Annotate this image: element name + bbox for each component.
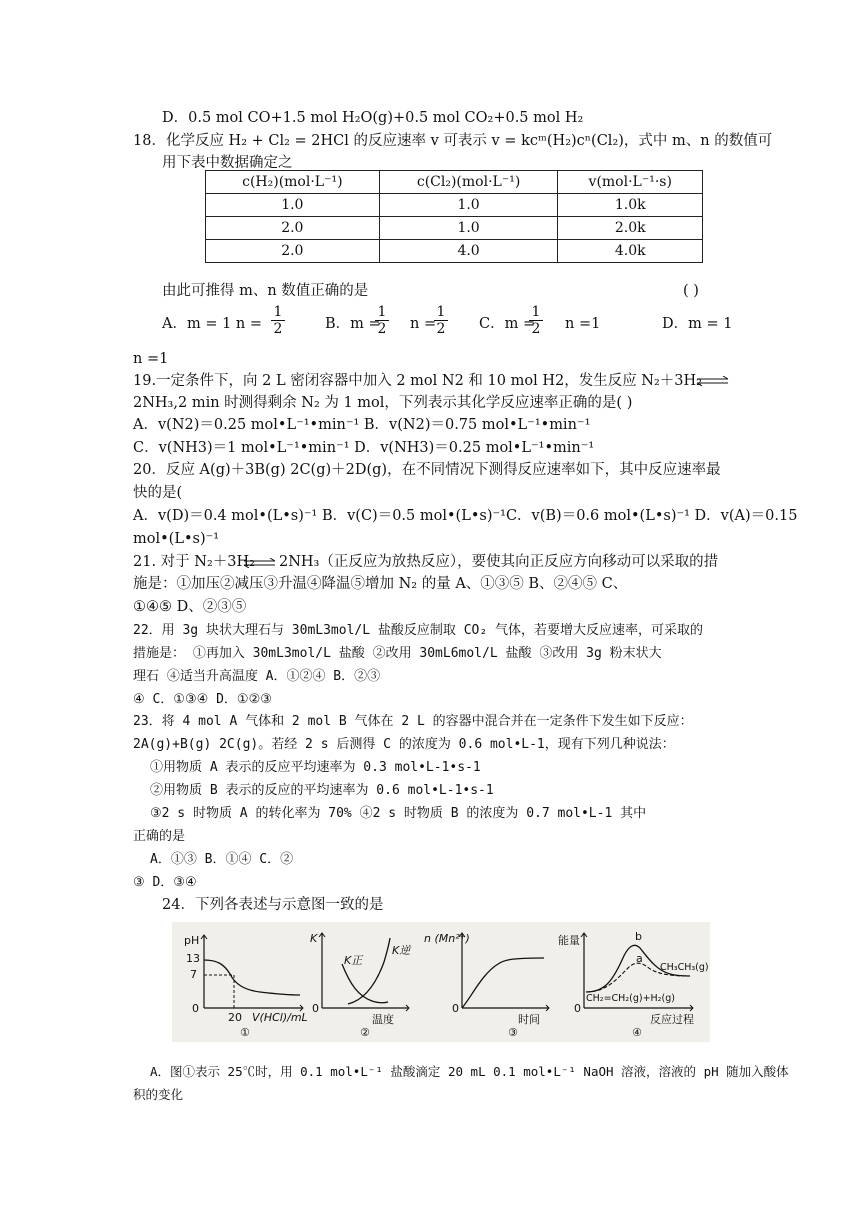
table-header: c(H₂)(mol·L⁻¹) xyxy=(206,171,380,194)
table-cell: 2.0k xyxy=(558,217,703,240)
table-header: v(mol·L⁻¹·s) xyxy=(558,171,703,194)
q18-option-a: A．m = 1 n = xyxy=(162,316,263,332)
q18-option-c: C．m = xyxy=(479,316,536,332)
fig2-k-forward-label: K正 xyxy=(344,954,363,967)
table-cell: 1.0 xyxy=(379,194,558,217)
q19-line1: 19.一定条件下，向 2 L 密闭容器中加入 2 mol N2 和 10 mol H2，发生反应 N₂＋3H₂ xyxy=(133,373,702,389)
table-row xyxy=(206,194,703,217)
fig4-x-axis-label: 反应过程 xyxy=(650,1013,694,1026)
q21-line2: 施是：①加压②减压③升温④降温⑤增加 N₂ 的量 A、①③⑤ B、②④⑤ C、 xyxy=(133,576,628,592)
q18-answer-paren: ( ) xyxy=(683,283,699,299)
q18-option-c-n: n =1 xyxy=(565,316,601,332)
q21-line1b: 2NH₃（正反应为放热反应），要使其向正反应方向移动可以采取的措 xyxy=(279,554,719,570)
q20-line1: 20．反应 A(g)＋3B(g) 2C(g)＋2D(g)，在不同情况下测得反应速率如下，其中反应速率最 xyxy=(133,462,721,478)
equilibrium-arrow-icon xyxy=(696,376,730,386)
q20-line3: A．v(D)＝0.4 mol•(L•s)⁻¹ B．v(C)＝0.5 mol•(L•s)⁻¹C．v(B)＝0.6 mol•(L•s)⁻¹ D．v(A)＝0.15 xyxy=(133,508,798,524)
fig4-reactant-label: CH₂=CH₂(g)+H₂(g) xyxy=(586,993,675,1004)
table-cell: 2.0 xyxy=(206,217,380,240)
q21-line3: ①④⑤ D、②③⑤ xyxy=(133,599,247,615)
fraction-half: $\frac{1}{2}$ xyxy=(434,304,448,337)
q17-option-d: D．0.5 mol CO+1.5 mol H₂O(g)+0.5 mol CO₂+0.5 mol H₂ xyxy=(162,110,584,126)
q18-option-b-n: n = xyxy=(410,316,437,332)
fig4-number: ④ xyxy=(632,1026,642,1039)
fig2-number: ② xyxy=(360,1026,370,1039)
fig1-x-axis-label: V(HCl)/mL xyxy=(252,1011,308,1024)
q18-option-d: D．m = 1 xyxy=(662,316,733,332)
fraction-half: $\frac{1}{2}$ xyxy=(529,304,543,337)
fig1-y-axis-label: pH xyxy=(184,934,200,947)
q20-line2: 快的是( xyxy=(133,485,183,501)
q24-option-a-line2: 积的变化 xyxy=(133,1087,184,1102)
fig1-tick-7: 7 xyxy=(190,968,197,981)
q20-line4: mol•(L•s)⁻¹ xyxy=(133,531,220,547)
fig2-k-reverse-label: K逆 xyxy=(392,944,411,957)
fig1-tick-13: 13 xyxy=(186,952,200,965)
table-row xyxy=(206,240,703,263)
q23-line4: ②用物质 B 表示的反应的平均速率为 0.6 mol•L-1•s-1 xyxy=(150,783,494,798)
table-row xyxy=(206,217,703,240)
q21-line1a: 21. 对于 N₂＋3H₂ xyxy=(133,554,255,570)
q22-line3: 理石 ④适当升高温度 A．①②④ B．②③ xyxy=(133,669,381,684)
fig1-tick-20: 20 xyxy=(228,1011,242,1024)
fig4-product-label: CH₃CH₃(g) xyxy=(660,962,709,973)
q24-option-a-line1: A．图①表示 25℃时，用 0.1 mol•L⁻¹ 盐酸滴定 20 mL 0.1 mol•L⁻¹ NaOH 溶液，溶液的 pH 随加入酸体 xyxy=(150,1064,789,1079)
q23-line1: 23．将 4 mol A 气体和 2 mol B 气体在 2 L 的容器中混合并在一定条件下发生如下反应： xyxy=(133,714,693,729)
table-cell: 1.0k xyxy=(558,194,703,217)
fig3-number: ③ xyxy=(508,1026,518,1039)
q23-line2: 2A(g)+B(g) 2C(g)。若经 2 s 后测得 C 的浓度为 0.6 mol•L-1，现有下列几种说法： xyxy=(133,737,675,752)
fig3-y-axis-label: n (Mn²⁺) xyxy=(424,932,470,945)
fig3-origin: 0 xyxy=(452,1002,459,1015)
q18-option-b: B．m = xyxy=(325,316,381,332)
fraction-half: $\frac{1}{2}$ xyxy=(375,304,389,337)
q19-line2: 2NH₃,2 min 时测得剩余 N₂ 为 1 mol，下列表示其化学反应速率正确的是( ) xyxy=(133,395,633,411)
q18-stem-line2: 用下表中数据确定之 xyxy=(162,155,293,171)
q19-line3: A．v(N2)＝0.25 mol•L⁻¹•min⁻¹ B．v(N2)＝0.75 mol•L⁻¹•min⁻¹ xyxy=(133,417,591,433)
fig1-number: ① xyxy=(240,1026,250,1039)
table-header: c(Cl₂)(mol·L⁻¹) xyxy=(379,171,558,194)
table-header-row xyxy=(206,171,703,194)
q24-figure-panel xyxy=(172,922,710,1042)
q23-line7: A．①③ B．①④ C．② xyxy=(150,852,294,867)
fig2-y-axis-label: K xyxy=(310,932,318,945)
q22-line4: ④ C．①③④ D．①②③ xyxy=(133,692,272,707)
q19-line4: C．v(NH3)＝1 mol•L⁻¹•min⁻¹ D．v(NH3)＝0.25 mol•L⁻¹•min⁻¹ xyxy=(133,440,595,456)
fig2-origin: 0 xyxy=(312,1002,319,1015)
table-cell: 4.0k xyxy=(558,240,703,263)
fig4-y-axis-label: 能量 xyxy=(558,934,580,947)
q18-rate-table xyxy=(205,170,703,263)
fig4-curve-b-label: b xyxy=(635,930,642,943)
equilibrium-arrow-icon xyxy=(243,558,277,568)
table-cell: 1.0 xyxy=(379,217,558,240)
q23-line3: ①用物质 A 表示的反应平均速率为 0.3 mol•L-1•s-1 xyxy=(150,760,481,775)
q18-option-d-wrap: n =1 xyxy=(133,351,169,367)
q18-ask: 由此可推得 m、n 数值正确的是 xyxy=(162,283,369,299)
table-cell: 1.0 xyxy=(206,194,380,217)
fig2-x-axis-label: 温度 xyxy=(372,1013,394,1026)
fig4-curve-a-label: a xyxy=(636,952,643,965)
fig1-origin: 0 xyxy=(192,1002,199,1015)
q23-line5: ③2 s 时物质 A 的转化率为 70% ④2 s 时物质 B 的浓度为 0.7 mol•L-1 其中 xyxy=(150,806,647,821)
fig3-x-axis-label: 时间 xyxy=(518,1013,540,1026)
figure-1-titration xyxy=(201,935,303,1011)
table-cell: 4.0 xyxy=(379,240,558,263)
q23-line6: 正确的是 xyxy=(133,829,186,844)
q23-line8: ③ D．③④ xyxy=(133,875,197,890)
q18-stem-line1: 18．化学反应 H₂ + Cl₂ = 2HCl 的反应速率 v 可表示 v = kcᵐ(H₂)cⁿ(Cl₂)，式中 m、n 的数值可 xyxy=(133,133,773,149)
q22-line1: 22．用 3g 块状大理石与 30mL3mol/L 盐酸反应制取 CO₂ 气体，若要增大反应速率，可采取的 xyxy=(133,623,704,638)
figure-3-mn-vs-time xyxy=(459,933,549,1011)
q24-stem: 24．下列各表述与示意图一致的是 xyxy=(162,897,384,913)
fraction-half: $\frac{1}{2}$ xyxy=(271,304,285,337)
q22-line2: 措施是： ①再加入 30mL3mol/L 盐酸 ②改用 30mL6mol/L 盐酸 ③改用 3g 粉末状大 xyxy=(133,646,662,661)
fig4-origin: 0 xyxy=(574,1002,581,1015)
table-cell: 2.0 xyxy=(206,240,380,263)
